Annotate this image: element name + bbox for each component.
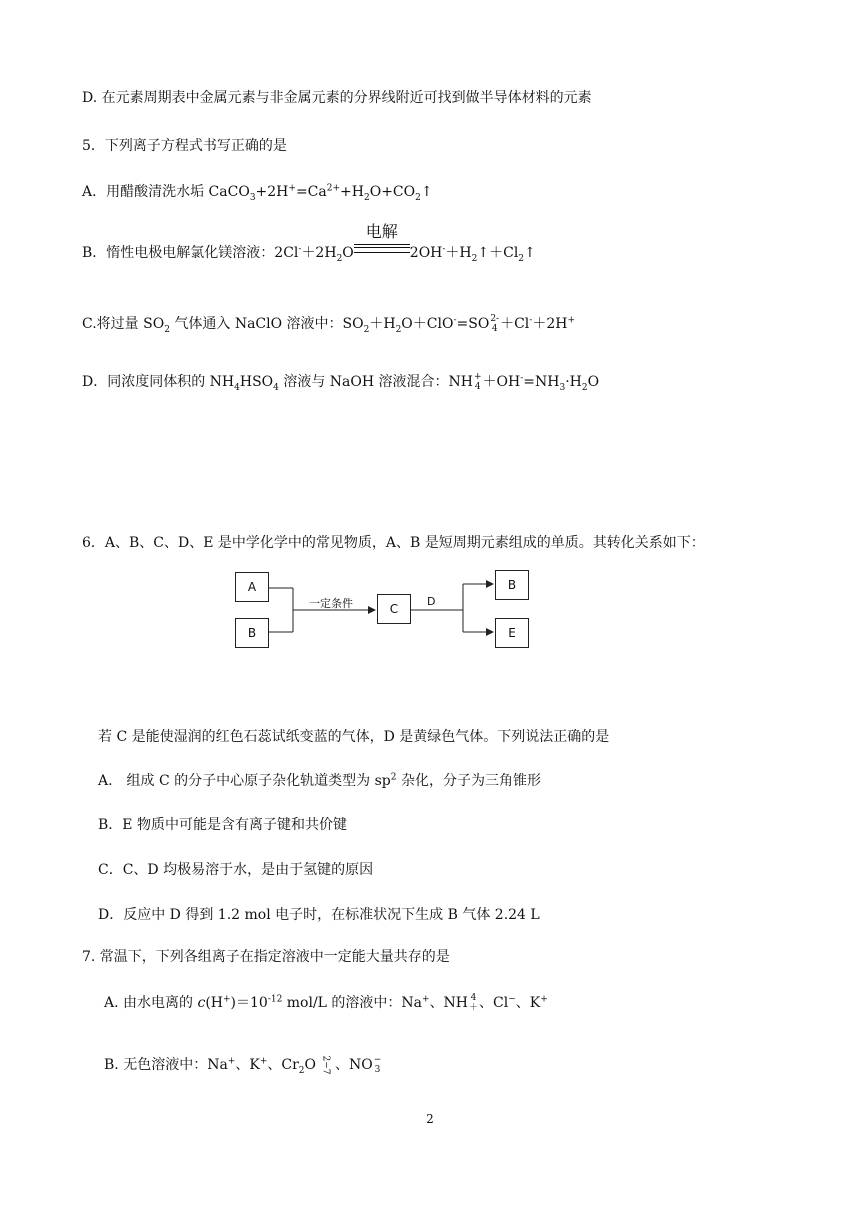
q6-a-text: A. 组成 C 的分子中心原子杂化轨道类型为 sp (98, 773, 391, 789)
q5-option-d: D．同浓度同体积的 $NH_4HSO_4$ 溶液与 NaOH 溶液混合：NH + 4 $+OH^-=NH_3\cdot H_2O$ (82, 372, 600, 393)
q7-a-text: A. 由水电离的 (104, 995, 198, 1011)
q5-option-a: A．用醋酸清洗水垢 $CaCO_3+2H^+=Ca^{2+}+H_2O+CO_2↑$ (82, 183, 433, 203)
q5-option-c: C.将过量 $SO_2$ 气体通入 NaClO 溶液中：$SO_2+H_2O+ClO^-=SO$ 2- 4 ＋Cl-＋2H+ (82, 314, 576, 335)
page-number: 2 (426, 1112, 434, 1126)
q7-option-b: B. 无色溶液中：Na+、K+、$Cr_2O$ 2−7 、NO − 3 (104, 1055, 382, 1076)
q6-option-d: D．反应中 D 得到 1.2 mol 电子时，在标准状况下生成 B 气体 2.24 L (98, 907, 540, 923)
q5-b-text: B．惰性电极电解氯化镁溶液：2Cl (82, 245, 299, 261)
q6-intro: 若 C 是能使湿润的红色石蕊试纸变蓝的气体，D 是黄绿色气体。下列说法正确的是 (98, 729, 610, 745)
condition-label: 一定条件 (309, 597, 353, 610)
q7-b-text: B. 无色溶液中：Na (104, 1057, 228, 1073)
conversion-diagram (225, 560, 545, 660)
box-b-right: B (495, 570, 529, 600)
electrolysis-label: 电解 (365, 222, 398, 241)
reagent-label: D (427, 595, 436, 608)
q6-stem: 6．A、B、C、D、E 是中学化学中的常见物质，A、B 是短周期元素组成的单质。其转化关系如下： (82, 535, 705, 551)
box-b-left: B (235, 618, 269, 648)
q5-stem: 5．下列离子方程式书写正确的是 (82, 138, 287, 154)
box-a: A (235, 572, 269, 602)
q6-option-a: A. 组成 C 的分子中心原子杂化轨道类型为 $sp^2$ 杂化，分子为三角锥形 (98, 772, 541, 789)
q6-a-tail: 杂化，分子为三角锥形 (396, 773, 541, 789)
electrolysis-condition (354, 222, 410, 257)
box-e: E (495, 618, 529, 648)
q7-option-a: A. 由水电离的 $c(H^+)=10^{-12}$ mol/L 的溶液中：Na+、NH 4 ＋ 、Cl−、K+ (104, 993, 548, 1013)
q7-stem: 7. 常温下，下列各组离子在指定溶液中一定能大量共存的是 (82, 949, 450, 965)
q6-option-c: C．C、D 均极易溶于水，是由于氢键的原因 (98, 862, 374, 878)
q5-a-text: A．用醋酸清洗水垢 CaCO (82, 184, 250, 200)
box-c: C (377, 594, 411, 624)
q5-c-text: C.将过量 SO (82, 316, 165, 332)
q4-option-d: D. 在元素周期表中金属元素与非金属元素的分界线附近可找到做半导体材料的元素 (82, 90, 592, 106)
q5-option-b: B．惰性电极电解氯化镁溶液：$2Cl^-+2H_2O$ 电解 $2OH^-+H_2↑+Cl_2↑$ (82, 222, 536, 264)
q6-option-b: B．E 物质中可能是含有离子键和共价键 (98, 817, 347, 833)
q5-d-text: D．同浓度同体积的 NH (82, 374, 235, 390)
